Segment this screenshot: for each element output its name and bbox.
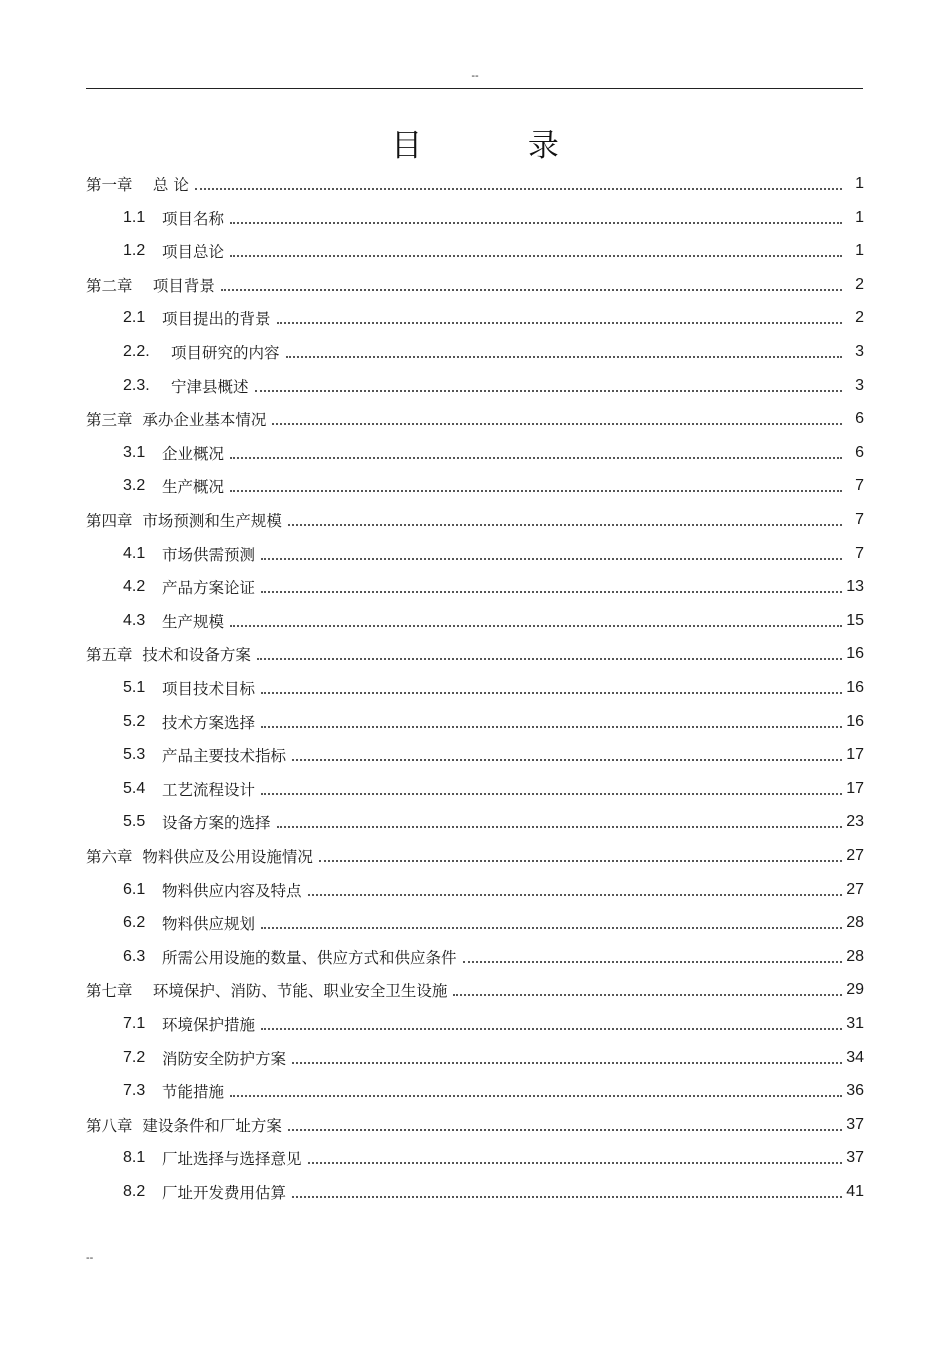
toc-page-number: 37: [846, 1115, 864, 1133]
toc-page-number: 37: [846, 1149, 864, 1167]
toc-section-entry[interactable]: [123, 1141, 864, 1175]
toc-page-number: 28: [846, 914, 864, 932]
toc-entry-label: 第八章 建设条件和厂址方案: [86, 1116, 282, 1135]
toc-dot-leader: [292, 1050, 842, 1064]
toc-entry-label: 厂址选择与选择意见: [162, 1150, 302, 1169]
toc-dot-leader: [319, 848, 842, 862]
toc-page-number: 17: [846, 746, 864, 764]
toc-entry-number: 6.2: [123, 914, 146, 932]
toc-entry-number: 3.1: [123, 443, 146, 461]
toc-chapter-entry[interactable]: [86, 839, 864, 873]
toc-entry-number: 2.3.: [123, 376, 150, 394]
toc-dot-leader: [230, 243, 842, 257]
toc-entry-number: 8.1: [123, 1149, 146, 1167]
toc-dot-leader: [230, 613, 842, 627]
toc-section-entry[interactable]: [123, 906, 864, 940]
toc-entry-number: 6.3: [123, 947, 146, 965]
toc-entry-label: 项目技术目标: [162, 680, 256, 698]
toc-entry-label: 项目名称: [162, 209, 225, 228]
toc-entry-label: 企业概况: [162, 444, 225, 463]
toc-section-entry[interactable]: [123, 1074, 864, 1108]
toc-entry-label: 第二章 项目背景: [86, 276, 215, 295]
toc-section-entry[interactable]: [123, 1007, 864, 1041]
toc-entry-label: 项目总论: [162, 243, 225, 262]
toc-chapter-entry[interactable]: [86, 637, 864, 671]
toc-section-entry[interactable]: [123, 805, 864, 839]
toc-entry-number: 8.2: [123, 1183, 146, 1200]
toc-entry-label: 项目提出的背景: [162, 310, 271, 329]
toc-entry-label: 第四章 市场预测和生产规模: [86, 512, 282, 530]
toc-dot-leader: [261, 579, 842, 593]
toc-dot-leader: [255, 378, 842, 392]
toc-section-entry[interactable]: [123, 738, 864, 772]
header-divider: [86, 88, 863, 89]
toc-page-number: 28: [846, 947, 864, 965]
toc-entry-label: 物料供应内容及特点: [162, 881, 302, 900]
toc-section-entry[interactable]: [123, 537, 864, 571]
toc-section-entry[interactable]: [123, 772, 864, 806]
toc-section-entry[interactable]: [123, 873, 864, 907]
toc-section-entry[interactable]: [123, 604, 864, 638]
toc-page-number: 31: [846, 1015, 864, 1032]
toc-entry-number: 5.2: [123, 712, 146, 730]
toc-entry-label: 设备方案的选择: [162, 814, 271, 833]
toc-page-number: 2: [855, 275, 864, 293]
toc-dot-leader: [292, 747, 842, 761]
toc-entry-number: 7.3: [123, 1082, 146, 1100]
toc-dot-leader: [261, 1016, 842, 1030]
page-footer-mark: --: [86, 1252, 94, 1264]
toc-chapter-entry[interactable]: [86, 973, 864, 1007]
toc-dot-leader: [261, 915, 842, 929]
toc-page-number: 23: [846, 813, 864, 831]
toc-entry-number: 1.1: [123, 208, 146, 226]
toc-section-entry[interactable]: [123, 940, 864, 974]
toc-dot-leader: [230, 445, 842, 459]
toc-dot-leader: [261, 546, 842, 560]
toc-entry-label: 第六章 物料供应及公用设施情况: [86, 848, 313, 866]
toc-dot-leader: [453, 982, 842, 996]
toc-page-number: 15: [846, 611, 864, 629]
toc-page-number: 29: [846, 981, 864, 999]
toc-page-number: 1: [855, 242, 864, 260]
toc-dot-leader: [288, 512, 842, 526]
toc-dot-leader: [230, 478, 842, 492]
toc-entry-number: 4.2: [123, 578, 146, 596]
toc-page-number: 36: [846, 1082, 864, 1100]
toc-entry-label: 厂址开发费用估算: [162, 1184, 287, 1202]
toc-entry-number: 1.2: [123, 242, 146, 260]
toc-entry-label: 所需公用设施的数量、供应方式和供应条件: [162, 948, 457, 967]
toc-dot-leader: [288, 1117, 842, 1131]
toc-page-number: 16: [846, 645, 864, 663]
toc-section-entry[interactable]: [123, 335, 864, 369]
toc-page-number: 27: [846, 880, 864, 898]
toc-entry-number: 5.1: [123, 679, 146, 696]
toc-entry-label: 宁津县概述: [171, 377, 249, 396]
toc-section-entry[interactable]: [123, 369, 864, 403]
toc-entry-label: 产品方案论证: [162, 579, 256, 598]
toc-page-number: 1: [855, 175, 864, 192]
toc-entry-label: 生产概况: [162, 478, 225, 497]
toc-dot-leader: [195, 176, 842, 190]
toc-dot-leader: [286, 344, 842, 358]
toc-entry-number: 4.1: [123, 544, 146, 562]
toc-page-number: 27: [846, 847, 864, 864]
toc-page-number: 7: [855, 544, 864, 562]
toc-entry-number: 4.3: [123, 611, 146, 629]
toc-dot-leader: [463, 949, 842, 963]
toc-dot-leader: [272, 411, 842, 425]
toc-entry-label: 物料供应规划: [162, 915, 256, 934]
toc-page-number: 3: [855, 376, 864, 394]
toc-entry-number: 3.2: [123, 477, 146, 495]
toc-page-number: 1: [855, 208, 864, 226]
toc-dot-leader: [221, 277, 842, 291]
toc-entry-number: 2.1: [123, 309, 146, 327]
toc-entry-label: 环境保护措施: [162, 1016, 256, 1034]
toc-chapter-entry[interactable]: [86, 167, 864, 201]
toc-entry-number: 7.1: [123, 1015, 146, 1032]
toc-dot-leader: [292, 1184, 842, 1198]
toc-page-number: 6: [855, 410, 864, 428]
toc-section-entry[interactable]: [123, 301, 864, 335]
toc-section-entry[interactable]: [123, 570, 864, 604]
toc-entry-label: 第一章 总 论: [86, 176, 189, 194]
toc-entry-label: 第三章 承办企业基本情况: [86, 411, 267, 430]
toc-entry-label: 技术方案选择: [162, 713, 256, 732]
toc-entry-number: 5.3: [123, 746, 146, 764]
toc-page-number: 7: [855, 511, 864, 528]
toc-entry-number: 2.2.: [123, 343, 150, 360]
toc-entry-label: 消防安全防护方案: [162, 1049, 287, 1068]
toc-entry-label: 生产规模: [162, 612, 225, 631]
toc-entry-number: 7.2: [123, 1048, 146, 1066]
toc-page-number: 13: [846, 578, 864, 596]
toc-page-number: 7: [855, 477, 864, 495]
toc-dot-leader: [277, 814, 842, 828]
toc-chapter-entry[interactable]: [86, 1108, 864, 1142]
toc-chapter-entry[interactable]: [86, 402, 864, 436]
toc-section-entry[interactable]: [123, 436, 864, 470]
toc-chapter-entry[interactable]: [86, 268, 864, 302]
toc-entry-label: 第五章 技术和设备方案: [86, 646, 251, 665]
toc-section-entry[interactable]: [123, 671, 864, 705]
toc-entry-label: 项目研究的内容: [171, 344, 280, 362]
toc-dot-leader: [261, 680, 842, 694]
toc-dot-leader: [308, 1150, 842, 1164]
toc-entry-label: 工艺流程设计: [162, 780, 256, 799]
toc-entry-number: 5.4: [123, 779, 146, 797]
toc-entry-label: 市场供需预测: [162, 545, 256, 564]
toc-entry-label: 节能措施: [162, 1083, 225, 1102]
toc-dot-leader: [308, 882, 842, 896]
toc-dot-leader: [230, 210, 842, 224]
page-title: 目 录: [391, 128, 607, 164]
toc-section-entry[interactable]: [123, 1175, 864, 1209]
toc-section-entry[interactable]: [123, 705, 864, 739]
toc-dot-leader: [277, 310, 842, 324]
toc-dot-leader: [261, 714, 842, 728]
toc-page-number: 6: [855, 443, 864, 461]
toc-page-number: 41: [846, 1183, 864, 1200]
toc-page-number: 16: [846, 679, 864, 696]
toc-page-number: 16: [846, 712, 864, 730]
toc-section-entry[interactable]: [123, 234, 864, 268]
toc-section-entry[interactable]: [123, 1041, 864, 1075]
page-header-mark: --: [471, 70, 479, 82]
toc-page-number: 34: [846, 1048, 864, 1066]
toc-entry-number: 6.1: [123, 880, 146, 898]
toc-chapter-entry[interactable]: [86, 503, 864, 537]
toc-dot-leader: [230, 1083, 842, 1097]
toc-entry-number: 5.5: [123, 813, 146, 831]
toc-dot-leader: [261, 781, 842, 795]
toc-dot-leader: [257, 646, 842, 660]
toc-page-number: 3: [855, 343, 864, 360]
toc-entry-label: 第七章 环境保护、消防、节能、职业安全卫生设施: [86, 982, 448, 1001]
toc-section-entry[interactable]: [123, 201, 864, 235]
toc-section-entry[interactable]: [123, 469, 864, 503]
toc-page-number: 2: [855, 309, 864, 327]
toc-page-number: 17: [846, 779, 864, 797]
toc-entry-label: 产品主要技术指标: [162, 747, 287, 766]
